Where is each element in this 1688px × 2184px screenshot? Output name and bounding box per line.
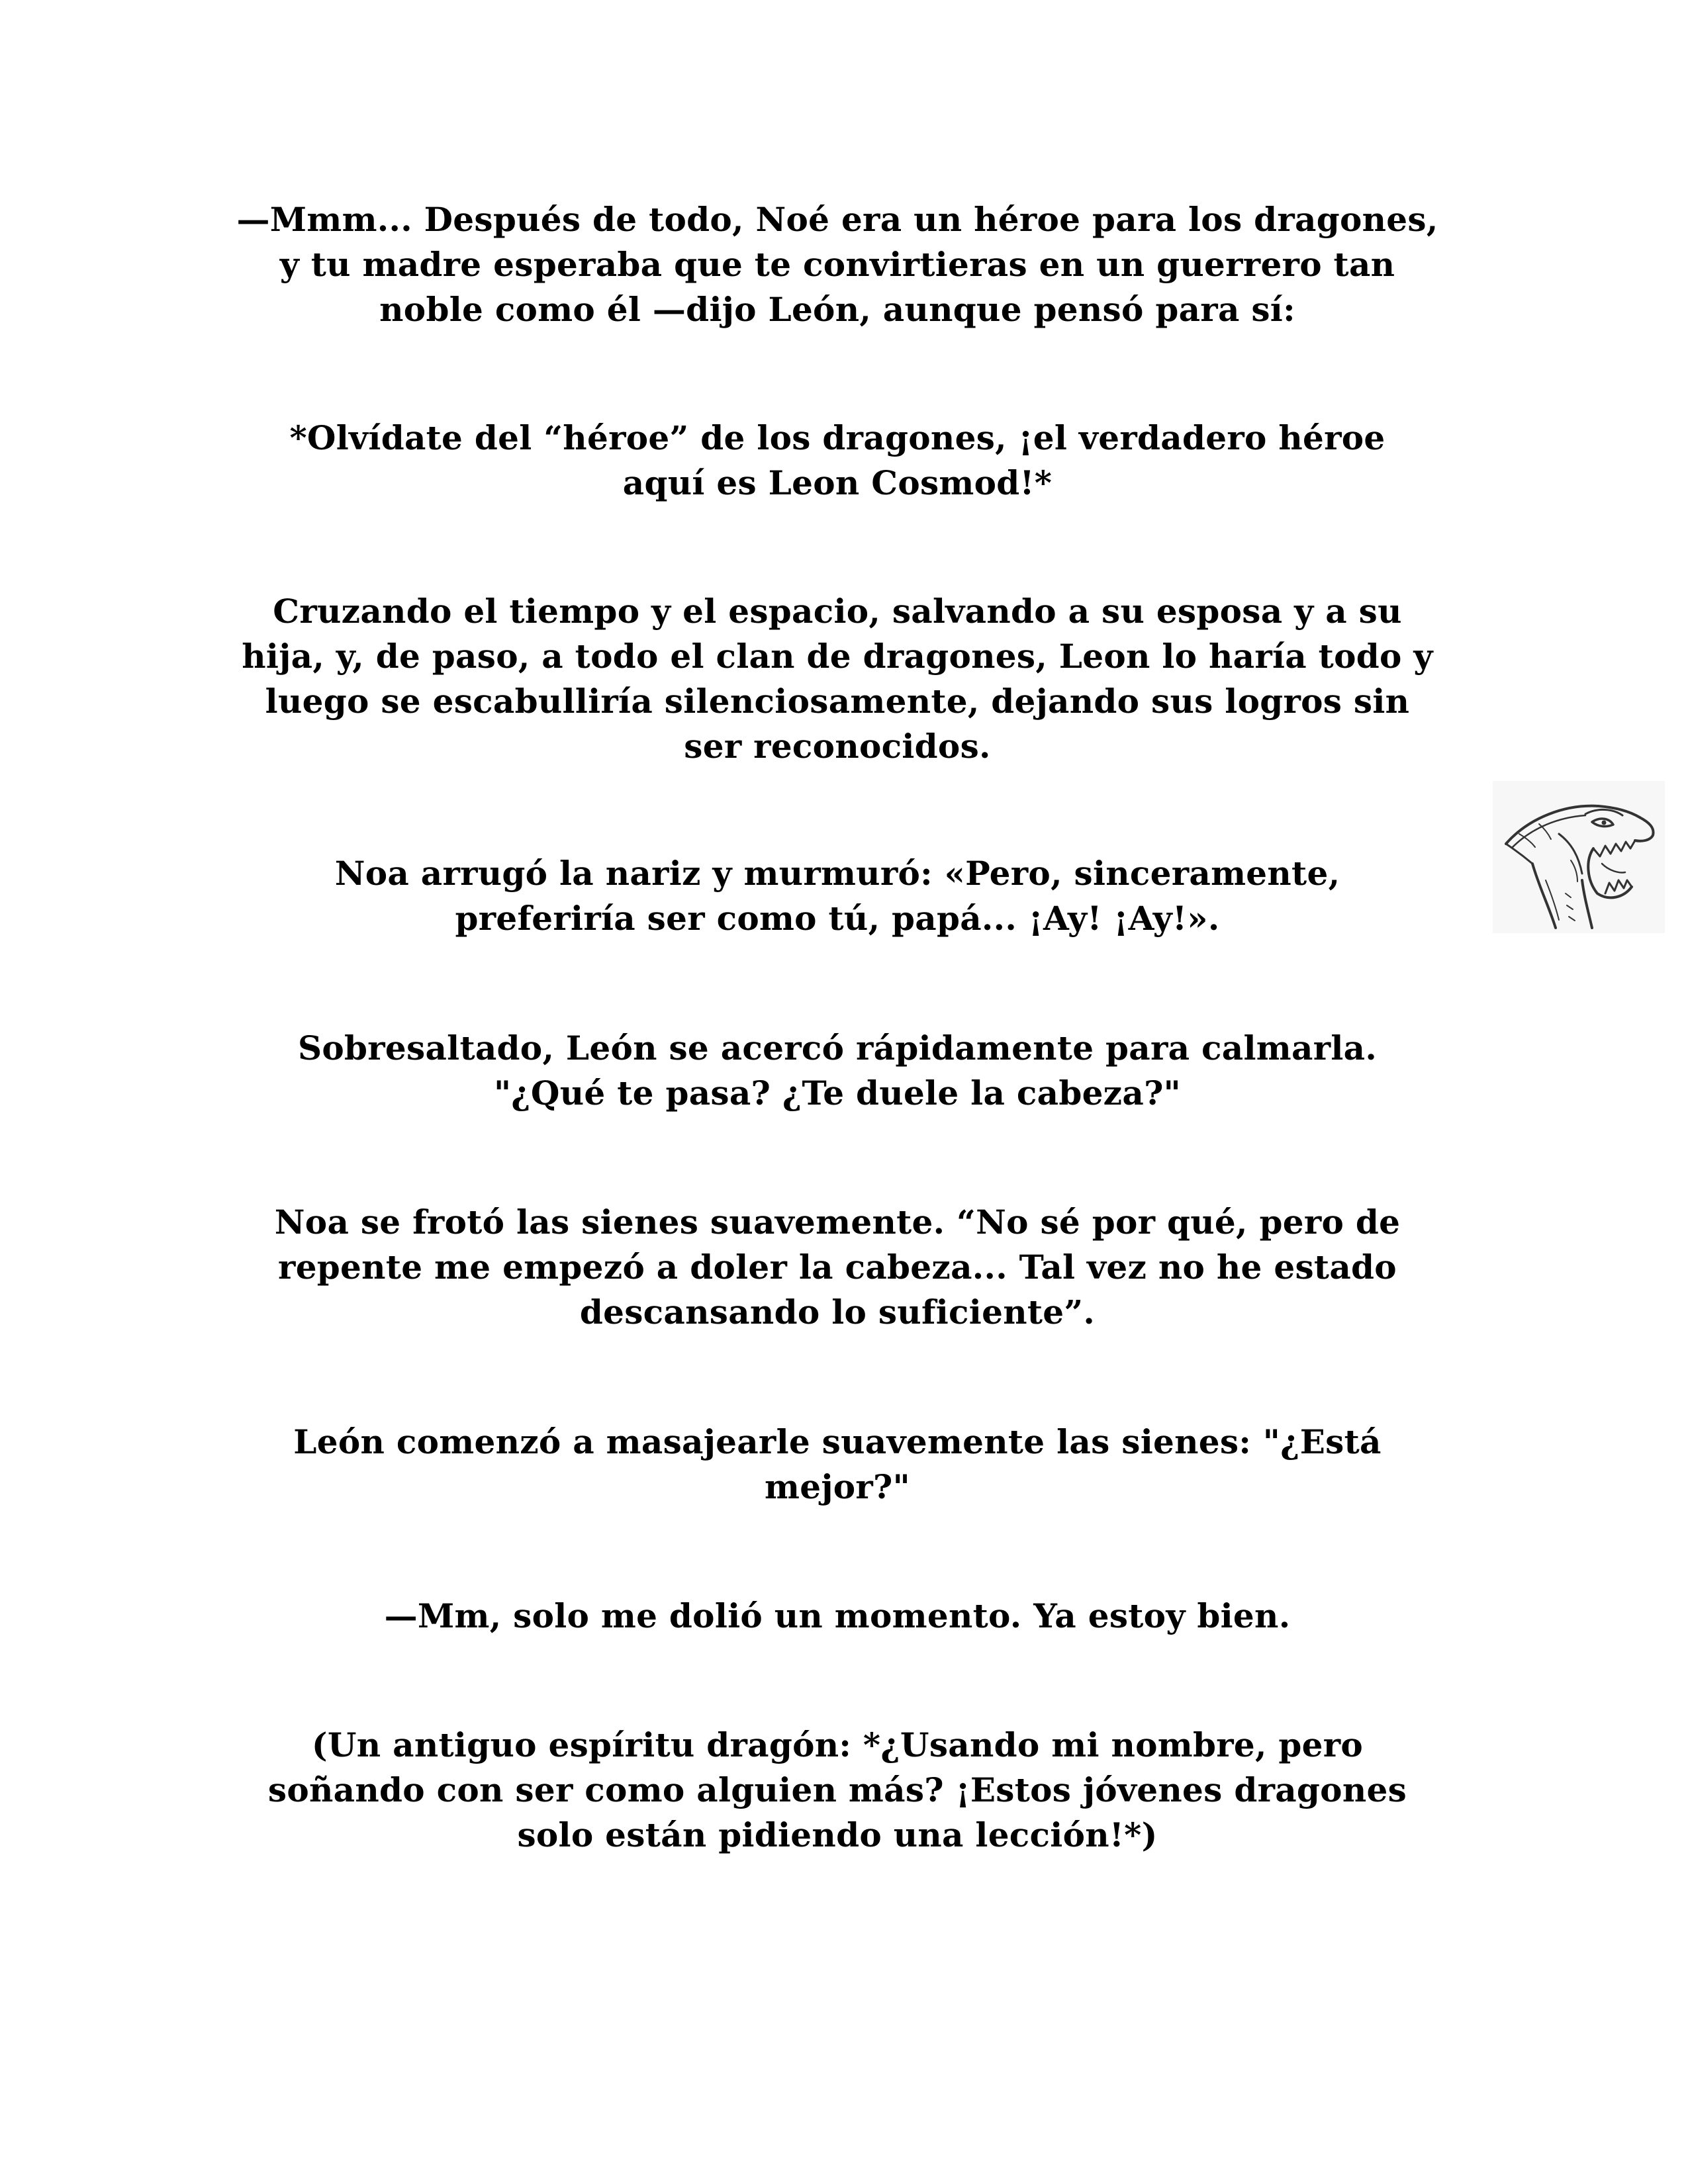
paragraph-noa-complaint: Noa arrugó la nariz y murmuró: «Pero, sinceramente, preferiría ser como tú, papá... ¡Ay! ¡Ay!». bbox=[334, 854, 1340, 938]
dragon-head-sketch-icon bbox=[1493, 781, 1665, 933]
paragraph-leon-dialogue: —Mmm... Después de todo, Noé era un héroe para los dragones, y tu madre esperaba que te convirtieras en un guerrero tan noble como él —dijo León, aunque pensó para sí: bbox=[236, 200, 1438, 329]
paragraph-dragon-spirit: (Un antiguo espíritu dragón: *¿Usando mi nombre, pero soñando con ser como alguien más? ¡Estos jóvenes dragones solo están pidiendo una lección!*) bbox=[267, 1725, 1407, 1854]
paragraph-leon-thought: *Olvídate del “héroe” de los dragones, ¡el verdadero héroe aquí es Leon Cosmod!* bbox=[289, 418, 1385, 502]
paragraph-leon-massage: León comenzó a masajearle suavemente las sienes: "¿Está mejor?" bbox=[293, 1422, 1382, 1506]
paragraph-noa-headache: Noa se frotó las sienes suavemente. “No sé por qué, pero de repente me empezó a doler la cabeza... Tal vez no he estado descansando lo suficiente”. bbox=[274, 1203, 1401, 1332]
paragraph-noa-reply: —Mm, solo me dolió un momento. Ya estoy bien. bbox=[384, 1596, 1291, 1635]
paragraph-narration: Cruzando el tiempo y el espacio, salvando a su esposa y a su hija, y, de paso, a todo el clan de dragones, Leon lo haría todo y luego se escabulliría silenciosamente, dejando sus logros sin ser reconocidos. bbox=[242, 592, 1433, 766]
paragraph-leon-concern: Sobresaltado, León se acercó rápidamente para calmarla. "¿Qué te pasa? ¿Te duele la cabeza?" bbox=[297, 1028, 1378, 1113]
